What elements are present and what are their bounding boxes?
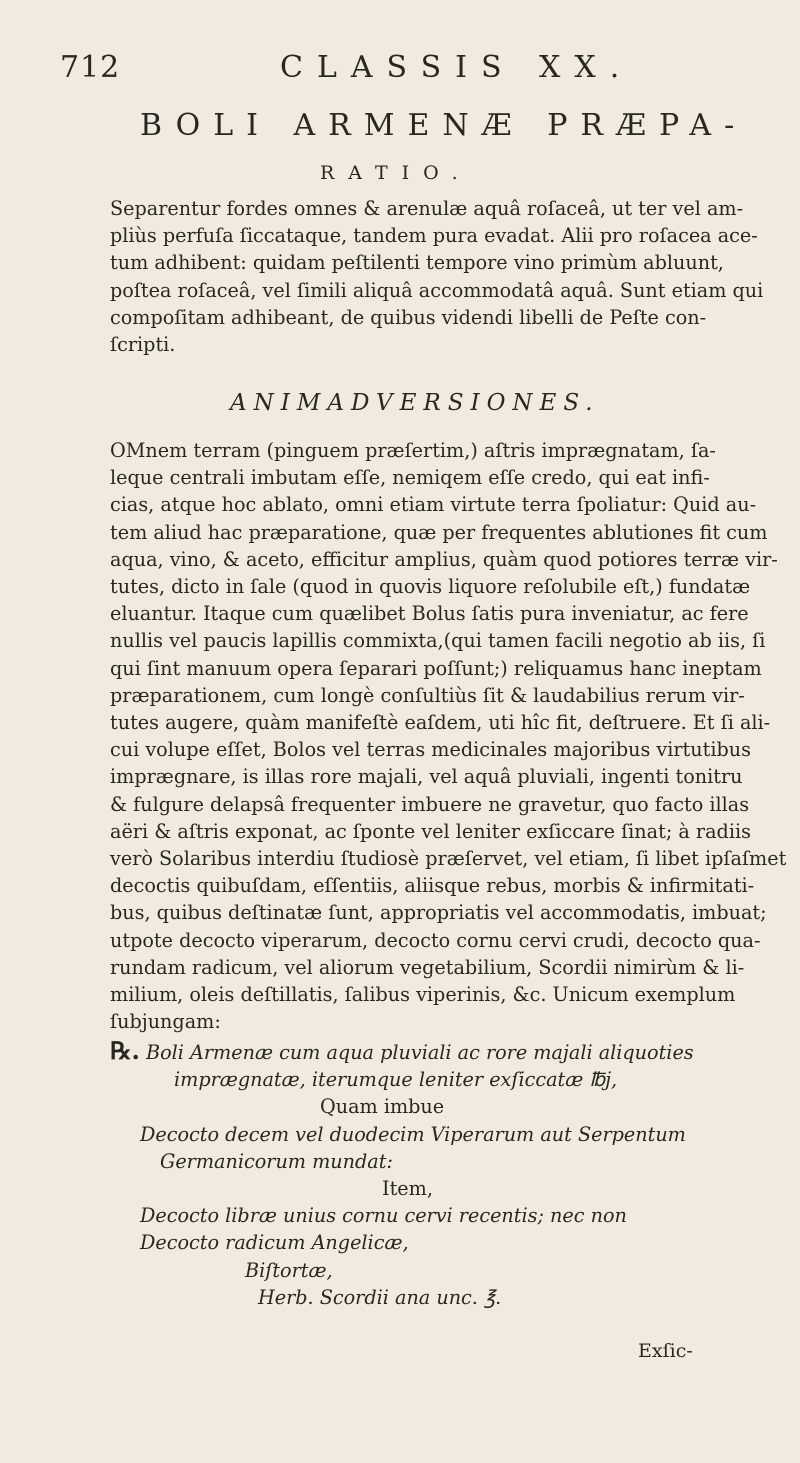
running-head: CLASSIS XX. [280, 50, 634, 85]
recipe-line: Biſtortæ, [245, 1258, 333, 1282]
text-line: milium, oleis deſtillatis, ſalibus viperinis, &c. Unicum exemplum [110, 983, 736, 1007]
text-line: imprægnare, is illas rore majali, vel aquâ pluviali, ingenti tonitru [110, 765, 743, 789]
page-header [60, 50, 760, 90]
catchword: Exſic- [638, 1340, 693, 1362]
text-line: qui ſint manuum opera ſeparari poſſunt;) reliquamus hanc ineptam [110, 656, 762, 680]
text-line: cui volupe eſſet, Bolos vel terras medicinales majoribus virtutibus [110, 738, 751, 762]
text-line: tutes, dicto in ſale (quod in quovis liquore reſolubile eſt,) fundatæ [110, 575, 751, 599]
recipe-line: Germanicorum mundat: [160, 1149, 393, 1173]
text-line: poſtea roſaceâ, vel ſimili aliquâ accommodatâ aquâ. Sunt etiam qui [110, 278, 764, 302]
text-line: tem aliud hac præparatione, quæ per frequentes ablutiones fit cum [110, 520, 768, 544]
recipe-line: Decocto radicum Angelicæ, [140, 1231, 409, 1255]
text-line: tutes augere, quàm manifeſtè eaſdem, uti hîc fit, deſtruere. Et ſi ali- [110, 711, 771, 735]
text-line: rundam radicum, vel aliorum vegetabilium, Scordii nimirùm & li- [110, 955, 745, 979]
text-line: OMnem terram (pinguem præſertim,) aſtris imprægnatam, ſa- [110, 439, 716, 462]
text-line: & fulgure delapsâ frequenter imbuere ne gravetur, quo facto illas [110, 792, 750, 816]
page-number: 712 [60, 50, 121, 85]
text-line: verò Solaribus interdiu ſtudiosè præſervet, vel etiam, ſi libet ipſaſmet [110, 847, 787, 871]
text-line: bus, quibus deſtinatæ ſunt, appropriatis vel accommodatis, imbuat; [110, 901, 767, 925]
text-line: decoctis quibuſdam, eſſentiis, aliisque rebus, morbis & infirmitati- [110, 874, 755, 898]
text-line: compoſitam adhibeant, de quibus videndi libelli de Peſte con- [110, 305, 707, 329]
recipe-text: Boli Armenæ cum aqua pluviali ac rore majali aliquoties [145, 1041, 694, 1064]
text-line: aëri & aſtris exponat, ac ſponte vel leniter exſiccare ſinat; à radiis [110, 819, 751, 843]
recipe-symbol: ℞. [110, 1036, 140, 1065]
recipe [110, 1037, 710, 1311]
chapter-title-line1: BOLI ARMENÆ PRÆPA- [140, 108, 748, 143]
text-line: pliùs perfuſa ſiccataque, tandem pura evadat. Alii pro roſacea ace- [110, 224, 758, 248]
text-line: ſubjungam: [110, 1010, 221, 1034]
text-line: præparationem, cum longè conſultiùs ſit & laudabilius rerum vir- [110, 683, 745, 707]
text-line: tum adhibent: quidam peſtilenti tempore vino primùm abluunt, [110, 251, 724, 275]
paragraph-preparation [110, 195, 764, 358]
recipe-line: Herb. Scordii ana unc. ℥. [258, 1285, 502, 1309]
chapter-title-line2: RATIO. [320, 162, 472, 184]
recipe-line: Decocto libræ unius cornu cervi recentis; nec non [140, 1204, 627, 1228]
text-line: nullis vel paucis lapillis commixta,(qui tamen facili negotio ab iis, ſi [110, 629, 766, 653]
text-line: leque centrali imbutam eſſe, nemiqem eſſe credo, qui eat infi- [110, 466, 710, 490]
text-line: aqua, vino, & aceto, efficitur amplius, quàm quod potiores terræ vir- [110, 547, 778, 571]
recipe-line: imprægnatæ, iterumque leniter exſiccatæ ℔j, [174, 1068, 618, 1092]
paragraph-animadversiones [110, 437, 787, 1035]
text-line: ſcripti. [110, 333, 176, 357]
text-line: Separentur fordes omnes & arenulæ aquâ roſaceâ, ut ter vel am- [110, 197, 744, 220]
recipe-line: Item, [382, 1177, 433, 1201]
text-line: eluantur. Itaque cum quælibet Bolus ſatis pura inveniatur, ac fere [110, 602, 749, 626]
text-line: utpote decocto viperarum, decocto cornu cervi crudi, decocto qua- [110, 928, 761, 952]
section-heading: ANIMADVERSIONES. [230, 390, 600, 416]
recipe-line: Quam imbue [320, 1095, 445, 1119]
text-line: cias, atque hoc ablato, omni etiam virtute terra ſpoliatur: Quid au- [110, 493, 757, 517]
recipe-line: Decocto decem vel duodecim Viperarum aut Serpentum [140, 1122, 686, 1146]
recipe-line [110, 1037, 710, 1066]
